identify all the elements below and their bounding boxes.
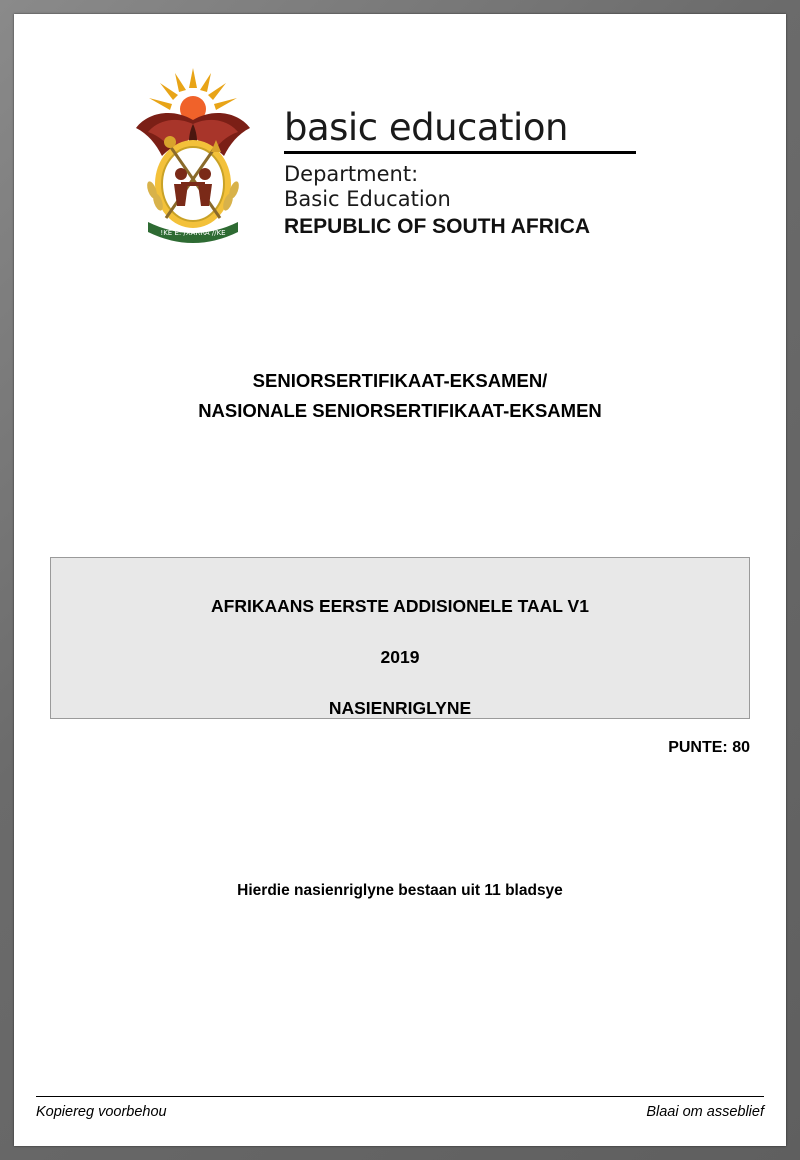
exam-year: 2019: [380, 647, 420, 667]
exam-title: [14, 366, 786, 426]
brand-block: [284, 108, 684, 239]
page-count-note: Hierdie nasienriglyne bestaan uit 11 bladsye: [237, 882, 563, 899]
footer-copyright: Kopiereg voorbehou: [36, 1104, 167, 1120]
letterhead: [118, 62, 678, 252]
subject-name: AFRIKAANS EERSTE ADDISIONELE TAAL V1: [211, 596, 589, 616]
document-type: NASIENRIGLYNE: [328, 698, 472, 718]
country-name: REPUBLIC OF SOUTH AFRICA: [284, 215, 591, 238]
south-africa-coat-of-arms-icon: [118, 62, 268, 247]
department-label: Department:: [284, 162, 419, 186]
page-footer: [36, 1104, 764, 1120]
footer-divider: [36, 1096, 764, 1097]
document-page: [14, 14, 786, 1146]
department-name: Basic Education: [284, 187, 451, 211]
footer-turnover: Blaai om asseblief: [646, 1104, 764, 1120]
brand-title: basic education: [284, 106, 568, 149]
total-marks: PUNTE: 80: [668, 739, 750, 756]
subject-info-box: [50, 557, 750, 719]
exam-title-line-2: NASIONALE SENIORSERTIFIKAAT-EKSAMEN: [198, 400, 602, 421]
svg-text:!KE E: /XARRA //KE: !KE E: /XARRA //KE: [160, 229, 226, 237]
exam-title-line-1: SENIORSERTIFIKAAT-EKSAMEN/: [252, 370, 548, 391]
brand-underline: [284, 151, 636, 154]
